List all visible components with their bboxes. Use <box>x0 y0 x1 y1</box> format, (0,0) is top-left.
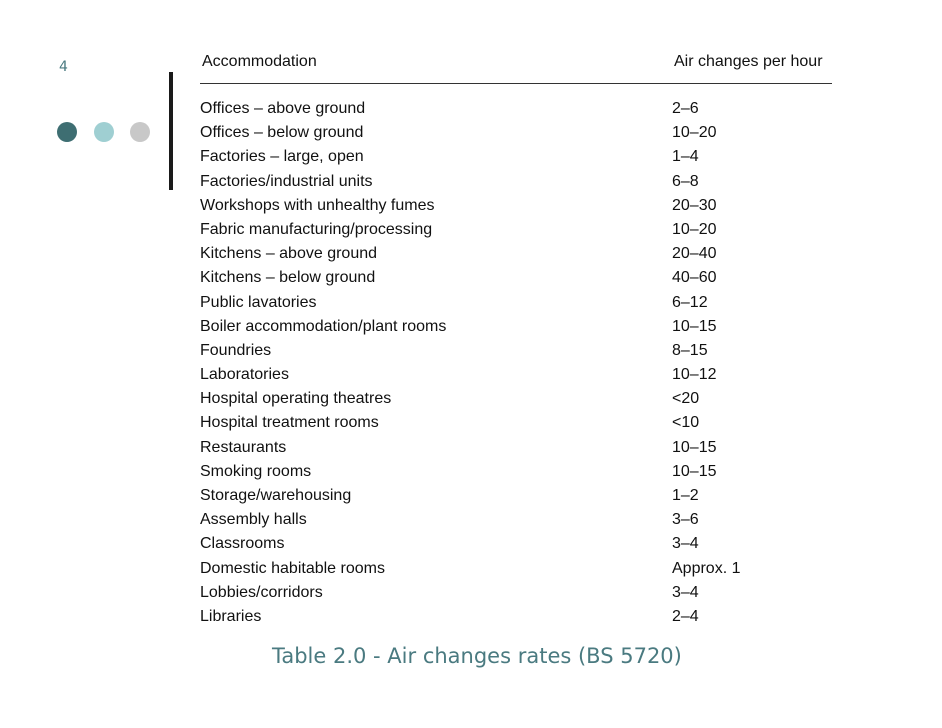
slide-number: 4 <box>59 59 68 75</box>
accommodation-cell: Offices – below ground <box>200 124 364 142</box>
air-changes-cell: 3–4 <box>672 583 699 601</box>
accommodation-cell: Smoking rooms <box>200 462 312 480</box>
air-changes-cell: 8–15 <box>672 341 708 359</box>
air-changes-cell: 3–6 <box>672 511 699 529</box>
accommodation-cell: Laboratories <box>200 366 289 384</box>
accommodation-cell: Factories/industrial units <box>200 172 373 190</box>
table-row <box>200 557 832 581</box>
table-row <box>200 339 832 363</box>
table-row <box>200 387 832 411</box>
air-changes-cell: Approx. 1 <box>672 559 741 577</box>
air-changes-cell: 10–15 <box>672 317 717 335</box>
accommodation-cell: Classrooms <box>200 535 285 553</box>
table-row <box>200 218 832 242</box>
air-changes-cell: 40–60 <box>672 269 717 287</box>
table-row <box>200 315 832 339</box>
accommodation-cell: Factories – large, open <box>200 148 364 166</box>
table-row <box>200 363 832 387</box>
air-changes-cell: 2–4 <box>672 607 699 625</box>
header-air-changes: Air changes per hour <box>674 53 823 70</box>
table-header <box>200 48 832 78</box>
air-changes-cell: 10–20 <box>672 220 717 238</box>
accommodation-cell: Libraries <box>200 607 262 625</box>
table-row <box>200 436 832 460</box>
decorative-dot-light <box>94 122 114 142</box>
accommodation-cell: Kitchens – above ground <box>200 245 378 263</box>
table-row <box>200 145 832 169</box>
air-changes-cell: 3–4 <box>672 535 699 553</box>
air-changes-cell: 6–8 <box>672 172 699 190</box>
table-row <box>200 460 832 484</box>
table-row <box>200 170 832 194</box>
table-row <box>200 97 832 121</box>
air-changes-cell: 1–4 <box>672 148 699 166</box>
accommodation-cell: Foundries <box>200 341 272 359</box>
decorative-dot-grey <box>130 122 150 142</box>
table-body <box>200 97 832 629</box>
air-changes-cell: <20 <box>672 390 700 408</box>
table-row <box>200 508 832 532</box>
accommodation-cell: Restaurants <box>200 438 287 456</box>
air-changes-cell: 2–6 <box>672 100 699 117</box>
accommodation-cell: Offices – above ground <box>200 100 366 117</box>
air-changes-cell: 6–12 <box>672 293 708 311</box>
air-changes-cell: 10–12 <box>672 366 717 384</box>
accommodation-cell: Workshops with unhealthy fumes <box>200 196 435 214</box>
accommodation-cell: Public lavatories <box>200 293 317 311</box>
vertical-divider <box>169 72 173 190</box>
accommodation-cell: Fabric manufacturing/processing <box>200 220 433 238</box>
decorative-dot-dark <box>57 122 77 142</box>
air-changes-cell: 20–30 <box>672 196 717 214</box>
air-changes-cell: 1–2 <box>672 487 699 504</box>
table-row <box>200 605 832 629</box>
air-changes-cell: 20–40 <box>672 245 717 263</box>
accommodation-cell: Hospital operating theatres <box>200 390 392 408</box>
table-row <box>200 242 832 266</box>
accommodation-cell: Hospital treatment rooms <box>200 414 379 432</box>
table-row <box>200 581 832 605</box>
table-row <box>200 291 832 315</box>
air-changes-cell: 10–15 <box>672 438 717 456</box>
accommodation-cell: Assembly halls <box>200 511 307 529</box>
accommodation-cell: Storage/warehousing <box>200 487 352 504</box>
air-changes-table <box>200 48 832 625</box>
table-caption: Table 2.0 - Air changes rates (BS 5720) <box>272 644 682 668</box>
accommodation-cell: Boiler accommodation/plant rooms <box>200 317 447 335</box>
header-rule <box>200 83 832 84</box>
table-row <box>200 266 832 290</box>
accommodation-cell: Kitchens – below ground <box>200 269 376 287</box>
table-row <box>200 411 832 435</box>
table-row <box>200 121 832 145</box>
table-row <box>200 194 832 218</box>
accommodation-cell: Lobbies/corridors <box>200 583 323 601</box>
air-changes-cell: <10 <box>672 414 700 432</box>
table-row <box>200 484 832 508</box>
air-changes-cell: 10–20 <box>672 124 717 142</box>
accommodation-cell: Domestic habitable rooms <box>200 559 385 577</box>
header-accommodation: Accommodation <box>202 53 317 70</box>
table-row <box>200 532 832 556</box>
air-changes-cell: 10–15 <box>672 462 717 480</box>
